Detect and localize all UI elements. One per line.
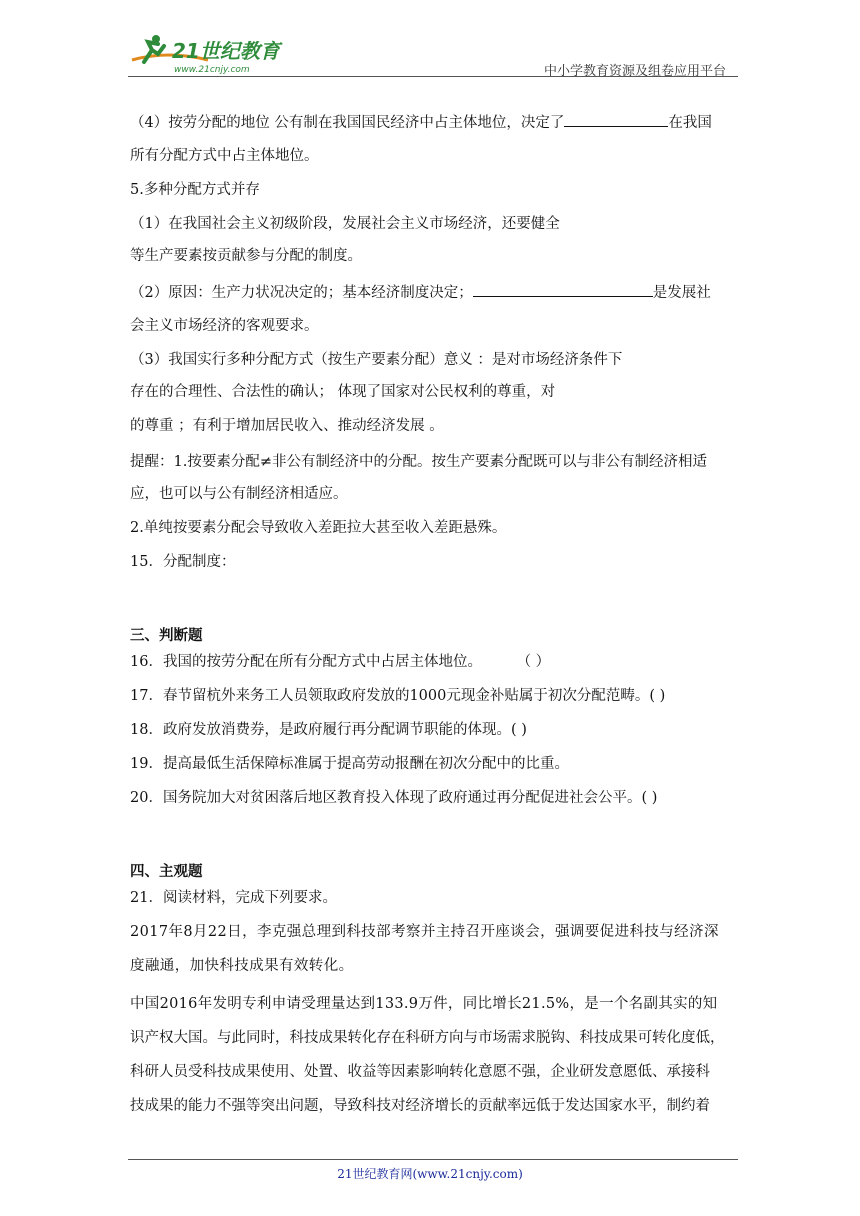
question-19: 19．提高最低生活保障标准属于提高劳动报酬在初次分配中的比重。 xyxy=(130,756,569,772)
answer-blank[interactable] xyxy=(473,282,653,297)
line-text: 是发展社 xyxy=(652,285,711,301)
answer-parentheses[interactable]: （ ） xyxy=(516,654,551,670)
text-line: 等生产要素按贡献参与分配的制度。 xyxy=(130,248,362,264)
answer-blank[interactable] xyxy=(564,112,668,127)
material-paragraph: 2017年8月22日，李克强总理到科技部考察并主持召开座谈会，强调要促进科技与经济深 xyxy=(130,924,719,940)
text-line: 的尊重 ；有利于增加居民收入、推动经济发展 。 xyxy=(130,418,444,434)
page-header xyxy=(128,30,738,80)
text-line: 应，也可以与公有制经济相适应。 xyxy=(130,486,348,502)
logo-text: 21世纪教育 xyxy=(172,39,280,63)
line-text: 在我国 xyxy=(668,115,712,131)
question-18: 18．政府发放消费券，是政府履行再分配调节职能的体现。( ) xyxy=(130,722,527,738)
material-paragraph: 技成果的能力不强等突出问题，导致科技对经济增长的贡献率远低于发达国家水平，制约着 xyxy=(130,1098,710,1114)
question-text: 16．我国的按劳分配在所有分配方式中占居主体地位。 xyxy=(130,654,482,670)
text-line: 所有分配方式中占主体地位。 xyxy=(130,148,319,164)
text-line: 会主义市场经济的客观要求。 xyxy=(130,318,319,334)
material-paragraph: 中国2016年发明专利申请受理量达到133.9万件，同比增长21.5%，是一个名副其实的知 xyxy=(130,996,718,1012)
line-text: （2）原因：生产力状况决定的；基本经济制度决定； xyxy=(130,285,473,301)
material-paragraph: 科研人员受科技成果使用、处置、收益等因素影响转化意愿不强，企业研发意愿低、承接科 xyxy=(130,1064,710,1080)
question-20: 20．国务院加大对贫困落后地区教育投入体现了政府通过再分配促进社会公平。( ) xyxy=(130,790,658,806)
platform-name: 中小学教育资源及组卷应用平台 xyxy=(543,64,726,79)
section-title-judgment: 三、判断题 xyxy=(130,628,203,644)
text-line: 2.单纯按要素分配会导致收入差距拉大甚至收入差距悬殊。 xyxy=(130,520,507,536)
text-line: 提醒：1.按要素分配≠非公有制经济中的分配。按生产要素分配既可以与非公有制经济相适 xyxy=(130,454,707,470)
logo-url: www.21cnjy.com xyxy=(174,65,250,75)
text-line: 存在的合理性、合法性的确认； 体现了国家对公民权利的尊重，对 xyxy=(130,384,556,400)
question-16 xyxy=(130,652,550,672)
header-divider xyxy=(128,76,738,77)
text-line: （1）在我国社会主义初级阶段，发展社会主义市场经济，还要健全 xyxy=(130,216,560,232)
text-line: 5.多种分配方式并存 xyxy=(130,182,260,198)
section-title-subjective: 四、主观题 xyxy=(130,864,203,880)
material-paragraph: 度融通，加快科技成果有效转化。 xyxy=(130,958,354,974)
material-paragraph: 识产权大国。与此同时，科技成果转化存在科研方向与市场需求脱钩、科技成果可转化度低， xyxy=(130,1030,725,1046)
text-line: （3）我国实行多种分配方式（按生产要素分配）意义 ：是对市场经济条件下 xyxy=(130,352,623,368)
text-line xyxy=(130,282,711,303)
line-text: （4）按劳分配的地位 公有制在我国国民经济中占主体地位，决定了 xyxy=(130,115,565,131)
question-21: 21．阅读材料，完成下列要求。 xyxy=(130,890,337,906)
question-15: 15．分配制度： xyxy=(130,554,236,570)
question-17: 17．春节留杭外来务工人员领取政府发放的1000元现金补贴属于初次分配范畴。( ) xyxy=(130,688,666,704)
text-line xyxy=(130,112,712,133)
footer-link[interactable]: 21世纪教育网(www.21cnjy.com) xyxy=(337,1167,523,1181)
site-logo xyxy=(128,30,298,78)
footer-divider xyxy=(128,1159,738,1160)
